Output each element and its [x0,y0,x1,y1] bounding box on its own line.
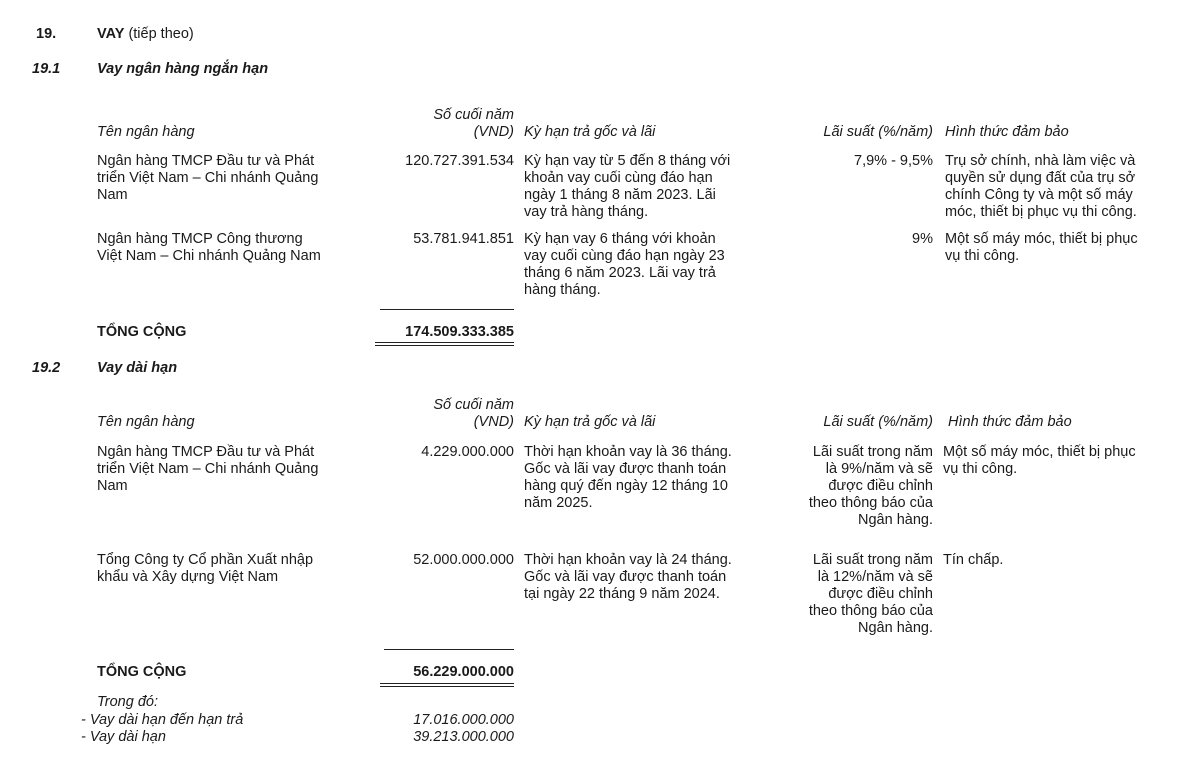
total-divider [380,309,514,310]
section-title-main: VAY [97,26,125,42]
row-amount: 4.229.000.000 [421,444,514,460]
row-term-line: năm 2025. [524,495,593,511]
subsection-2-number: 19.2 [32,360,61,376]
row-rate-line: được điều chỉnh [828,478,933,494]
total-underline [375,342,514,343]
row-bank-line: Ngân hàng TMCP Công thương [97,231,303,247]
row-term-line: tại ngày 22 tháng 9 năm 2024. [524,586,720,602]
row-rate-line: Ngân hàng. [858,620,933,636]
header-amount-line2: (VND) [473,124,514,140]
total-value: 56.229.000.000 [413,664,514,680]
row-rate-line: Lãi suất trong năm [812,444,933,460]
row-term [524,444,732,512]
row-collateral-line: Một số máy móc, thiết bị phục [945,231,1138,247]
breakdown-label: - Vay dài hạn đến hạn trả [81,712,244,728]
header-amount-line1: Số cuối năm [433,397,514,413]
row-collateral-line: chính Công ty và một số máy [945,187,1133,203]
row-collateral [943,444,1136,478]
total-value: 174.509.333.385 [405,324,514,340]
row-term-line: Thời hạn khoản vay là 24 tháng. [524,552,732,568]
header-collateral: Hình thức đảm bảo [945,124,1069,140]
row-term-line: ngày 1 tháng 8 năm 2023. Lãi [524,187,716,203]
breakdown-label: - Vay dài hạn [81,729,166,745]
row-term-line: Kỳ hạn vay từ 5 đến 8 tháng với [524,153,731,169]
row-term [524,231,725,299]
row-bank-line: Tổng Công ty Cổ phần Xuất nhập [97,552,314,568]
row-rate [770,552,933,637]
row-term-line: vay cuối cùng đáo hạn ngày 23 [524,248,725,264]
total-label: TỔNG CỘNG [97,664,187,680]
subsection-1-title: Vay ngân hàng ngắn hạn [97,61,269,77]
header-amount-line1: Số cuối năm [433,107,514,123]
row-term [524,153,730,221]
table-row [97,153,318,204]
row-rate-line: là 9%/năm và sẽ [825,461,933,477]
row-collateral-line: vụ thi công. [943,461,1018,477]
row-collateral: Tín chấp. [943,552,1004,568]
row-rate [770,444,933,529]
row-term-line: Kỳ hạn vay 6 tháng với khoản [524,231,716,247]
header-term: Kỳ hạn trả gốc và lãi [524,124,656,140]
section-number: 19. [36,26,57,42]
row-term-line: Thời hạn khoản vay là 36 tháng. [524,444,732,460]
total-divider [384,649,514,650]
section-title [97,26,194,43]
header-bank: Tên ngân hàng [97,414,195,430]
row-collateral [945,153,1137,221]
row-rate-line: theo thông báo của [808,495,933,511]
row-bank-line: Việt Nam – Chi nhánh Quảng Nam [97,248,321,264]
row-rate-line: được điều chỉnh [828,586,933,602]
row-collateral-line: quyền sử dụng đất của trụ sở [945,170,1136,186]
row-bank-line: Ngân hàng TMCP Đầu tư và Phát [97,444,315,460]
row-rate-line: theo thông báo của [808,603,933,619]
subsection-1-number: 19.1 [32,61,61,77]
row-collateral-line: Trụ sở chính, nhà làm việc và [945,153,1136,169]
row-term-line: Gốc và lãi vay được thanh toán [524,569,727,585]
header-bank: Tên ngân hàng [97,124,195,140]
row-bank-line: Ngân hàng TMCP Đầu tư và Phát [97,153,315,169]
row-collateral-line: vụ thi công. [945,248,1020,264]
row-rate: 9% [912,231,933,247]
row-bank-line: triển Việt Nam – Chi nhánh Quảng [97,170,319,186]
row-term-line: tháng 6 năm 2023. Lãi vay trả [524,265,716,281]
row-term-line: hàng quý đến ngày 12 tháng 10 [524,478,728,494]
row-bank-line: Nam [97,478,128,494]
row-amount: 120.727.391.534 [405,153,514,169]
subsection-2-title: Vay dài hạn [97,360,178,376]
row-collateral [945,231,1138,265]
breakdown-value: 17.016.000.000 [413,712,514,728]
row-term-line: Gốc và lãi vay được thanh toán [524,461,727,477]
row-rate-line: Ngân hàng. [858,512,933,528]
table-row [97,231,321,265]
breakdown-title: Trong đó: [97,694,158,710]
row-bank-line: khẩu và Xây dựng Việt Nam [97,569,279,585]
row-term-line: vay trả hàng tháng. [524,204,649,220]
total-label: TỔNG CỘNG [97,324,187,340]
breakdown-value: 39.213.000.000 [413,729,514,745]
header-rate: Lãi suất (%/năm) [823,124,933,140]
row-term-line: khoản vay cuối cùng đáo hạn [524,170,713,186]
row-rate-line: Lãi suất trong năm [812,552,933,568]
row-collateral-line: móc, thiết bị phục vụ thi công. [945,204,1137,220]
total-underline [375,345,514,346]
row-amount: 53.781.941.851 [413,231,514,247]
row-term-line: hàng tháng. [524,282,601,298]
table-row [97,444,318,495]
row-collateral-line: Một số máy móc, thiết bị phục [943,444,1136,460]
section-title-suffix: (tiếp theo) [124,26,194,42]
header-term: Kỳ hạn trả gốc và lãi [524,414,656,430]
total-underline [380,683,514,684]
row-amount: 52.000.000.000 [413,552,514,568]
table-row [97,552,313,586]
header-amount-line2: (VND) [473,414,514,430]
header-collateral: Hình thức đảm bảo [948,414,1072,430]
row-bank-line: Nam [97,187,128,203]
total-underline [380,686,514,687]
row-rate: 7,9% - 9,5% [854,153,933,169]
row-term [524,552,732,603]
row-bank-line: triển Việt Nam – Chi nhánh Quảng [97,461,319,477]
header-rate: Lãi suất (%/năm) [823,414,933,430]
row-rate-line: là 12%/năm và sẽ [817,569,933,585]
